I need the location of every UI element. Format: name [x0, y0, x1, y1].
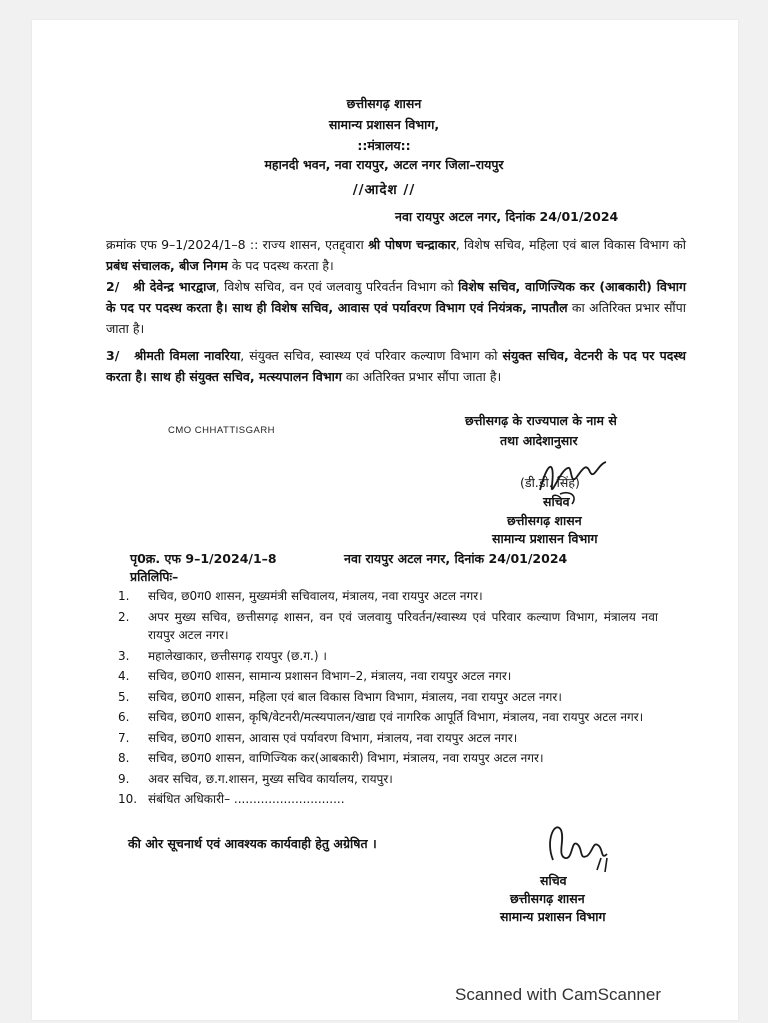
list-item: 5. सचिव, छ0ग0 शासन, महिला एवं बाल विकास विभाग विभाग, मंत्रालय, नवा रायपुर अटल नगर। [118, 688, 658, 707]
endorsement-dept-1: छत्तीसगढ़ शासन [510, 891, 585, 906]
header-line-1: छत्तीसगढ़ शासन [346, 96, 422, 111]
governor-order-line-1: छत्तीसगढ़ के राज्यपाल के नाम से [465, 413, 617, 428]
list-item-text: सचिव, छ0ग0 शासन, कृषि/वेटनरी/मत्स्यपालन/खाद्य एवं नागरिक आपूर्ति विभाग, मंत्रालय, नवा रायपुर अटल नगर। [148, 710, 644, 724]
signatory-name: (डी.डी. सिंह) [520, 475, 580, 490]
order-2-name: श्री देवेन्द्र भारद्वाज [132, 279, 216, 294]
header-address: महानदी भवन, नवा रायपुर, अटल नगर जिला–रायपुर [264, 157, 504, 172]
signature-2 [535, 800, 625, 880]
order-1-suffix: के पद पदस्थ करता है। [227, 258, 334, 273]
order-paragraph-3 [106, 345, 686, 387]
list-item-text: महालेखाकार, छत्तीसगढ़ रायपुर (छ.ग.) । [148, 648, 327, 663]
list-item: 6. सचिव, छ0ग0 शासन, कृषि/वेटनरी/मत्स्यपालन/खाद्य एवं नागरिक आपूर्ति विभाग, मंत्रालय, नवा रायपुर अटल नगर। [118, 708, 658, 727]
list-item: 1. सचिव, छ0ग0 शासन, मुख्यमंत्री सचिवालय, मंत्रालय, नवा रायपुर अटल नगर। [118, 587, 658, 606]
list-item: 4. सचिव, छ0ग0 शासन, सामान्य प्रशासन विभाग–2, मंत्रालय, नवा रायपुर अटल नगर। [118, 667, 658, 686]
header-line-3: ::मंत्रालय:: [357, 138, 411, 153]
list-item-text: अपर मुख्य सचिव, छत्तीसगढ़ शासन, वन एवं जलवायु परिवर्तन/स्वास्थ्य एवं परिवार कल्याण विभाग, मंत्रालय नवा रायपुर अटल नगर। [148, 609, 658, 642]
list-item-text: सचिव, छ0ग0 शासन, आवास एवं पर्यावरण विभाग, मंत्रालय, नवा रायपुर अटल नगर। [148, 730, 518, 745]
signatory-dept-1: छत्तीसगढ़ शासन [507, 513, 582, 528]
order-1-prefix: क्रमांक एफ 9–1/2024/1–8 :: राज्य शासन, एतद्द्वारा [106, 237, 369, 252]
order-3-number: 3/ [106, 348, 120, 363]
cmo-stamp: CMO CHHATTISGARH [168, 425, 276, 436]
signatory-designation: सचिव [543, 494, 570, 509]
list-item-text: अवर सचिव, छ.ग.शासन, मुख्य सचिव कार्यालय, रायपुर। [148, 771, 393, 786]
forwarding-note: की ओर सूचनार्थ एवं आवश्यक कार्यवाही हेतु अग्रेषित । [128, 836, 377, 851]
list-item-text: सचिव, छ0ग0 शासन, महिला एवं बाल विकास विभाग विभाग, मंत्रालय, नवा रायपुर अटल नगर। [148, 689, 562, 704]
endorsement-date: नवा रायपुर अटल नगर, दिनांक 24/01/2024 [344, 551, 568, 566]
list-item-text: सचिव, छ0ग0 शासन, सामान्य प्रशासन विभाग–2, मंत्रालय, नवा रायपुर अटल नगर। [148, 669, 512, 683]
endorsement-ref: पृ0क्र. एफ 9–1/2024/1–8 [130, 551, 277, 566]
signatory-dept-2: सामान्य प्रशासन विभाग [492, 531, 598, 546]
order-2-mid: , विशेष सचिव, वन एवं जलवायु परिवर्तन विभाग को [215, 279, 459, 294]
header-line-2: सामान्य प्रशासन विभाग, [328, 117, 440, 132]
copy-recipient-list [118, 587, 658, 809]
copy-to-label: प्रतिलिपिः– [130, 569, 179, 584]
list-item: 2. अपर मुख्य सचिव, छत्तीसगढ़ शासन, वन एवं जलवायु परिवर्तन/स्वास्थ्य एवं परिवार कल्याण विभाग, मंत्रालय नवा रायपुर अटल नगर। [118, 608, 658, 645]
endorsement-designation: सचिव [540, 873, 567, 888]
list-item: 3. महालेखाकार, छत्तीसगढ़ रायपुर (छ.ग.) । [118, 647, 658, 666]
order-2-suffix: का अतिरिक्त प्रभार सौंपा जाता है। [106, 300, 686, 336]
camscanner-watermark: Scanned with CamScanner [455, 985, 662, 1004]
order-1-post: प्रबंध संचालक, बीज निगम [106, 258, 228, 273]
order-2-post: विशेष सचिव, वाणिज्यिक कर (आबकारी) विभाग के पद पर पदस्थ करता है। साथ ही विशेष सचिव, आवास एवं पर्यावरण विभाग एवं नियंत्रक, नापतौल [106, 279, 687, 315]
order-2-number: 2/ [106, 279, 120, 294]
list-item: 7. सचिव, छ0ग0 शासन, आवास एवं पर्यावरण विभाग, मंत्रालय, नवा रायपुर अटल नगर। [118, 729, 658, 748]
endorsement-dept-2: सामान्य प्रशासन विभाग [500, 909, 606, 924]
order-date: नवा रायपुर अटल नगर, दिनांक 24/01/2024 [395, 209, 619, 224]
order-paragraph-2 [106, 276, 686, 339]
order-3-name: श्रीमती विमला नावरिया [134, 348, 241, 363]
list-item-text: सचिव, छ0ग0 शासन, मुख्यमंत्री सचिवालय, मंत्रालय, नवा रायपुर अटल नगर। [148, 589, 483, 603]
order-3-mid: , संयुक्त सचिव, स्वास्थ्य एवं परिवार कल्याण विभाग को [240, 348, 503, 363]
order-3-suffix: का अतिरिक्त प्रभार सौंपा जाता है। [341, 369, 502, 384]
list-item: 10. संबंधित अधिकारी– ............................. [118, 790, 658, 809]
order-title: //आदेश // [352, 182, 416, 198]
order-1-name: श्री पोषण चन्द्राकार [368, 237, 456, 252]
order-1-mid: , विशेष सचिव, महिला एवं बाल विकास विभाग को [455, 237, 686, 252]
list-item: 8. सचिव, छ0ग0 शासन, वाणिज्यिक कर(आबकारी) विभाग, मंत्रालय, नवा रायपुर अटल नगर। [118, 749, 658, 768]
list-item: 9. अवर सचिव, छ.ग.शासन, मुख्य सचिव कार्यालय, रायपुर। [118, 770, 658, 789]
order-paragraph-1 [106, 234, 686, 276]
list-item-text: सचिव, छ0ग0 शासन, वाणिज्यिक कर(आबकारी) विभाग, मंत्रालय, नवा रायपुर अटल नगर। [148, 751, 544, 765]
list-item-text: संबंधित अधिकारी– ............................. [148, 792, 345, 806]
governor-order-line-2: तथा आदेशानुसार [500, 433, 578, 448]
order-3-post: संयुक्त सचिव, वेटनरी के पद पर पदस्थ करता है। साथ ही संयुक्त सचिव, मत्स्यपालन विभाग [106, 348, 687, 384]
